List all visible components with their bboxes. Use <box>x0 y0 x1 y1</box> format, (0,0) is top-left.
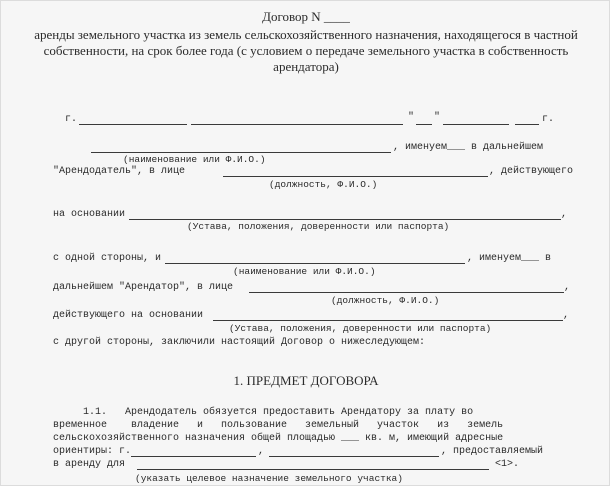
hint-position-2: (должность, Ф.И.О.) <box>331 295 440 306</box>
comma-3: , <box>563 310 570 321</box>
section-heading: 1. ПРЕДМЕТ ДОГОВОРА <box>233 373 379 388</box>
p1-line-1: 1.1. Арендодатель обязуется предоставить Арендатору за плату во <box>53 407 474 418</box>
landlord-name-blank <box>91 152 391 153</box>
tenant-name-blank <box>165 263 465 264</box>
document-title: Договор N ____ <box>262 9 350 24</box>
p1-line-3: сельскохозяйственного назначения общей площадью ___ кв. м, имеющий адресные <box>53 433 504 444</box>
year-suffix: г. <box>542 114 555 125</box>
basis-blank-2 <box>213 320 563 321</box>
purpose-blank <box>137 469 489 470</box>
p1-line-2: временное владение и пользование земельный участок из земель <box>53 420 504 431</box>
hint-basis-2: (Устава, положения, доверенности или паспорта) <box>229 323 492 334</box>
acting-basis: действующего на основании <box>53 310 204 321</box>
hint-name-1: (наименование или Ф.И.О.) <box>123 154 266 165</box>
month-blank <box>443 124 509 125</box>
day-blank <box>416 124 432 125</box>
p1-line-4a: ориентиры: г. <box>53 446 132 457</box>
quote-open: " <box>408 112 415 123</box>
landlord-text: "Арендодатель", в лице <box>53 166 186 177</box>
year-blank <box>515 124 539 125</box>
p1-line-4c: , предоставляемый <box>441 446 544 457</box>
city-blank-2 <box>191 124 403 125</box>
city-blank <box>79 124 187 125</box>
address-blank-1 <box>131 456 256 457</box>
p1-line-5b: <1>. <box>495 459 520 470</box>
hint-purpose: (указать целевое назначение земельного участка) <box>135 473 403 484</box>
acting-text: , действующего <box>489 166 574 177</box>
one-side: с одной стороны, и <box>53 253 162 264</box>
document-subtitle: аренды земельного участка из земель сельскохозяйственного назначения, находящегося в частной собственности, на срок более года (с условием о передаче земельного участка в собственность арендатора) <box>34 27 578 74</box>
comma-1: , <box>561 209 568 220</box>
quote-close: " <box>434 112 441 123</box>
hint-name-2: (наименование или Ф.И.О.) <box>233 266 376 277</box>
hint-basis-1: (Устава, положения, доверенности или паспорта) <box>187 221 450 232</box>
comma-2: , <box>564 282 571 293</box>
landlord-rep-blank <box>223 176 488 177</box>
tenant-rep-blank <box>249 292 564 293</box>
tenant-text: дальнейшем "Арендатор", в лице <box>53 282 234 293</box>
basis-label: на основании <box>53 209 126 220</box>
named-text: , именуем___ в дальнейшем <box>393 142 544 153</box>
other-side: с другой стороны, заключили настоящий Договор о нижеследующем: <box>53 337 426 348</box>
hint-position-1: (должность, Ф.И.О.) <box>269 179 378 190</box>
p1-line-5a: в аренду для <box>53 459 126 470</box>
named-text-2: , именуем___ в <box>467 253 552 264</box>
p1-line-4b: , <box>258 446 265 457</box>
city-prefix: г. <box>65 114 78 125</box>
basis-blank-1 <box>129 219 561 220</box>
address-blank-2 <box>269 456 439 457</box>
